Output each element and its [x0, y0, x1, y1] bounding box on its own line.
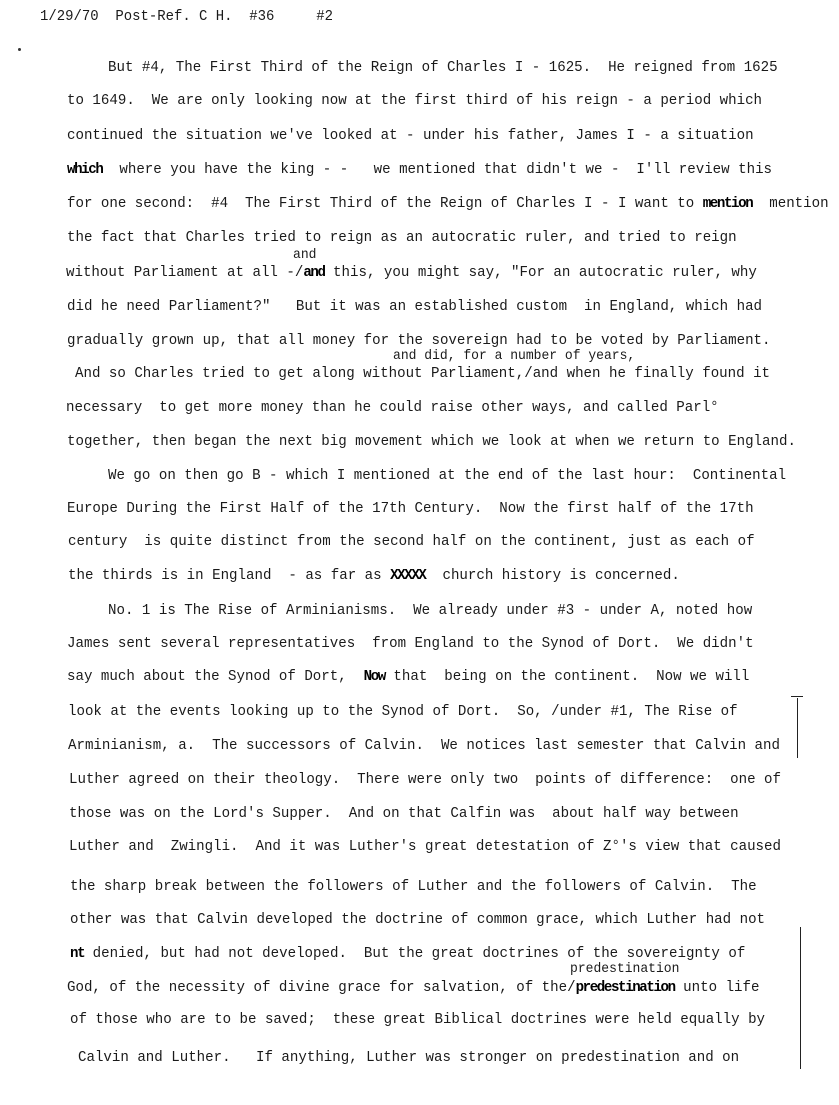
- text-line: [68, 565, 680, 585]
- text-segment: church history is concerned.: [425, 566, 680, 584]
- text-line: [67, 125, 754, 145]
- text-line: [69, 769, 781, 789]
- speck: [18, 48, 21, 51]
- text-segment: did he need Parliament?" But it was an established custom in England, which had: [67, 297, 763, 315]
- struck-out-text: predestination: [575, 978, 675, 996]
- text-segment: and: [293, 247, 317, 263]
- text-segment: the thirds is in England - as far as: [68, 566, 391, 584]
- text-segment: We go on then go B - which I mentioned at the end of the last hour: Continental: [108, 466, 787, 484]
- text-line: [67, 193, 829, 213]
- text-line: [67, 431, 796, 451]
- text-segment: that being on the continent. Now we will: [384, 667, 750, 685]
- text-line: [68, 735, 780, 755]
- text-segment: the sharp break between the followers of Luther and the followers of Calvin. The: [70, 877, 757, 895]
- text-segment: century is quite distinct from the second half on the continent, just as each of: [68, 532, 755, 550]
- text-segment: the fact that Charles tried to reign as an autocratic ruler, and tried to reign: [67, 228, 737, 246]
- text-segment: look at the events looking up to the Synod of Dort. So, /under #1, The Rise of: [68, 702, 738, 720]
- margin-line-1-cap: [791, 696, 803, 697]
- text-segment: Calvin and Luther. If anything, Luther was stronger on predestination and on: [78, 1048, 740, 1066]
- text-line: [69, 836, 781, 856]
- text-segment: Luther agreed on their theology. There were only two points of difference: one of: [69, 770, 781, 788]
- text-segment: without Parliament at all -/: [66, 263, 304, 281]
- text-segment: where you have the king - - we mentioned that didn't we - I'll review this: [102, 160, 773, 178]
- text-line: [78, 1047, 739, 1067]
- text-line: [108, 57, 778, 77]
- text-segment: say much about the Synod of Dort,: [67, 667, 364, 685]
- text-segment: denied, but had not developed. But the great doctrines of the sovereignty of: [84, 944, 746, 962]
- text-segment: necessary to get more money than he could raise other ways, and called Parl°: [66, 398, 719, 416]
- text-segment: together, then began the next big movement which we look at when we return to England.: [67, 432, 796, 450]
- text-segment: God, of the necessity of divine grace for salvation, of the/: [67, 978, 576, 996]
- text-line: [70, 876, 757, 896]
- text-line: [67, 633, 754, 653]
- text-segment: continued the situation we've looked at - under his father, James I - a situation: [67, 126, 754, 144]
- text-segment: gradually grown up, that all money for the sovereign had to be voted by Parliament.: [67, 331, 771, 349]
- text-segment: Arminianism, a. The successors of Calvin. We notices last semester that Calvin and: [68, 736, 780, 754]
- text-segment: to 1649. We are only looking now at the first third of his reign - a period which: [67, 91, 763, 109]
- text-line: [67, 296, 762, 316]
- text-segment: this, you might say, "For an autocratic ruler, why: [324, 263, 757, 281]
- text-segment: And so Charles tried to get along without Parliament,/and when he finally found it: [75, 364, 771, 382]
- margin-line-1: [797, 698, 798, 758]
- margin-line-2: [800, 927, 801, 1069]
- text-line: [75, 363, 770, 383]
- text-segment: Europe During the First Half of the 17th Century. Now the first half of the 17th: [67, 499, 754, 517]
- text-segment: Luther and Zwingli. And it was Luther's great detestation of Z°'s view that caused: [69, 837, 781, 855]
- text-segment: and did, for a number of years,: [393, 348, 636, 364]
- text-segment: predestination: [570, 961, 680, 977]
- text-segment: for one second: #4 The First Third of the Reign of Charles I - I want to: [67, 194, 703, 212]
- text-line: [68, 531, 755, 551]
- text-line: [108, 600, 752, 620]
- struck-out-text: Now: [363, 667, 385, 685]
- struck-out-text: nt: [70, 944, 85, 962]
- interlinear-insertion: [570, 959, 679, 979]
- struck-out-text: and: [303, 263, 325, 281]
- text-line: [66, 397, 719, 417]
- struck-out-text: which: [67, 160, 103, 178]
- text-segment: But #4, The First Third of the Reign of Charles I - 1625. He reigned from 1625: [108, 58, 778, 76]
- struck-out-text: mention: [702, 194, 753, 212]
- text-line: [69, 803, 739, 823]
- page-header: 1/29/70 Post-Ref. C H. #36 #2: [40, 8, 334, 25]
- text-line: [67, 159, 772, 179]
- text-segment: other was that Calvin developed the doctrine of common grace, which Luther had not: [70, 910, 766, 928]
- text-line: [70, 1009, 765, 1029]
- text-line: [67, 498, 754, 518]
- text-segment: those was on the Lord's Supper. And on that Calfin was about half way between: [69, 804, 739, 822]
- text-segment: No. 1 is The Rise of Arminianisms. We already under #3 - under A, noted how: [108, 601, 753, 619]
- text-line: [108, 465, 786, 485]
- struck-out-text: XXXXX: [390, 566, 426, 584]
- text-line: [67, 977, 759, 997]
- text-line: [67, 666, 749, 686]
- text-segment: unto life: [674, 978, 760, 996]
- text-line: [67, 227, 737, 247]
- text-segment: James sent several representatives from England to the Synod of Dort. We didn't: [67, 634, 754, 652]
- text-line: [67, 90, 762, 110]
- text-line: [66, 262, 757, 282]
- text-line: [68, 701, 738, 721]
- text-segment: mention: [752, 194, 829, 212]
- text-segment: of those who are to be saved; these great Biblical doctrines were held equally by: [70, 1010, 766, 1028]
- text-line: [70, 909, 765, 929]
